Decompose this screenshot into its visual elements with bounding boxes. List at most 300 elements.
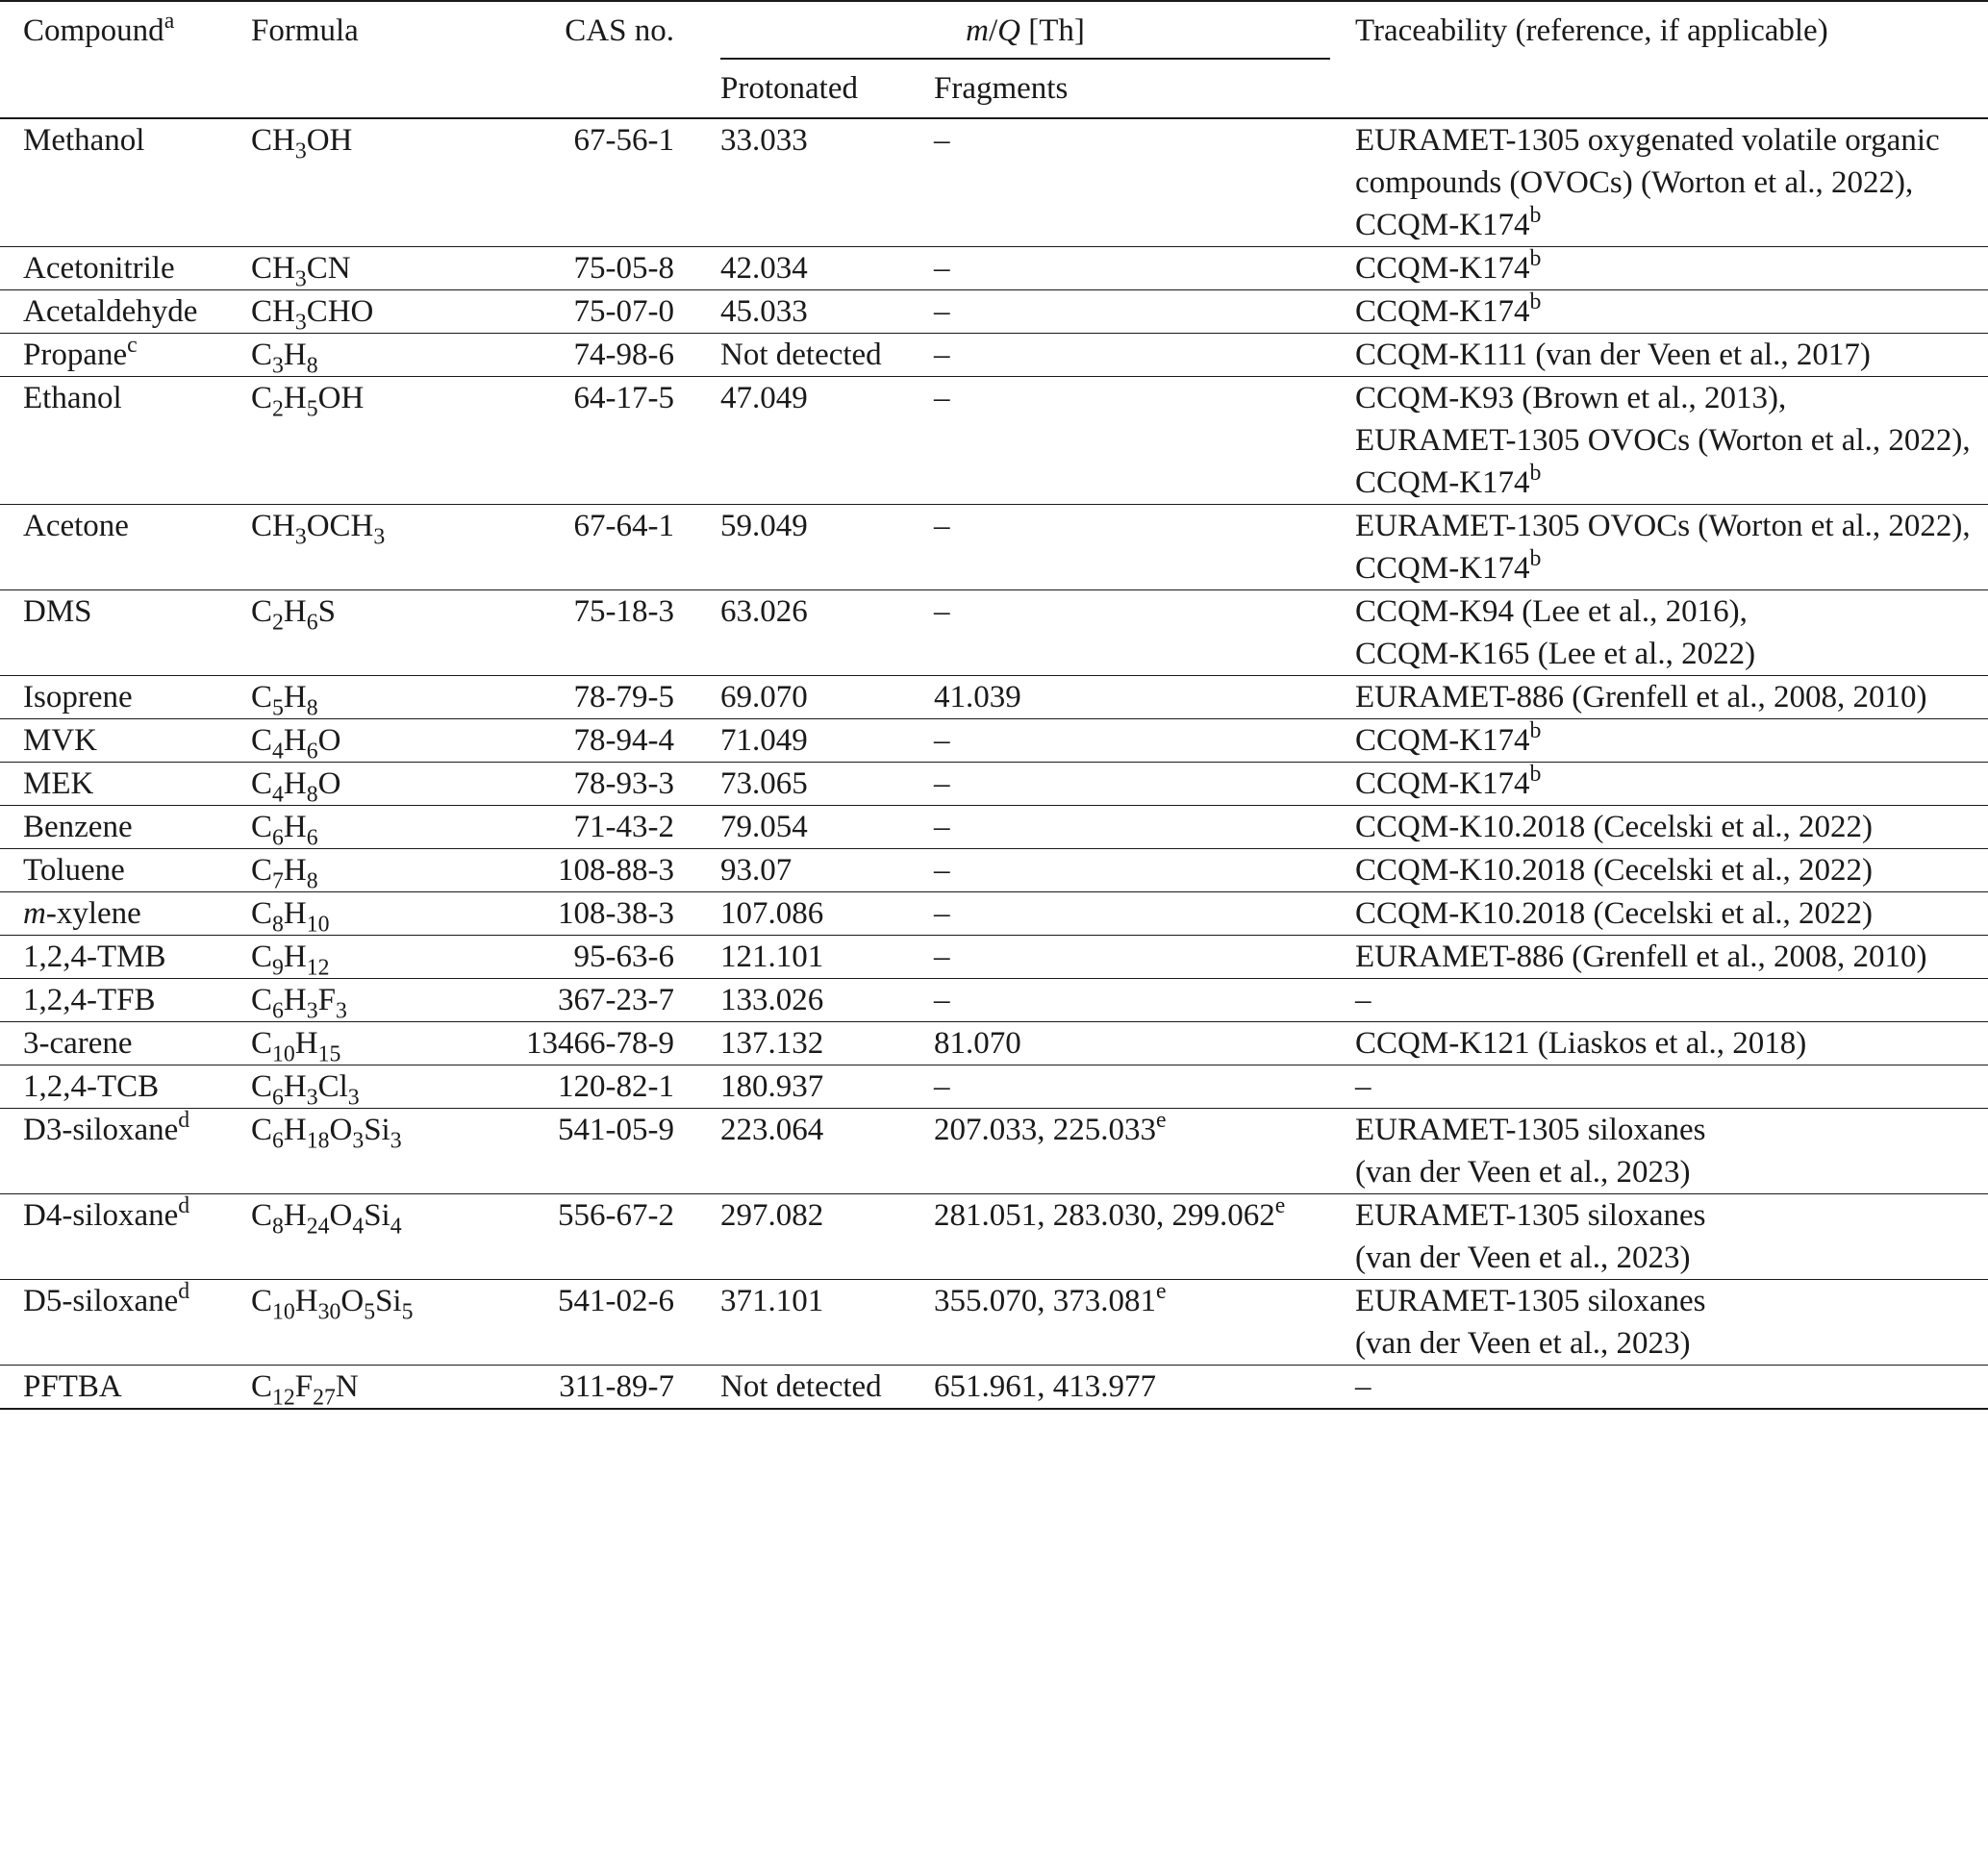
cell-protonated: 133.026 bbox=[720, 983, 824, 1017]
traceability-line bbox=[1355, 547, 1988, 589]
fragments-value: – bbox=[934, 381, 950, 415]
text-run: C bbox=[251, 680, 273, 714]
cell-protonated: 47.049 bbox=[720, 381, 808, 415]
cell-formula bbox=[251, 1194, 453, 1280]
traceability-line bbox=[1355, 462, 1988, 504]
subscript: 3 bbox=[347, 1085, 360, 1111]
cell-traceability bbox=[1353, 1065, 1988, 1109]
cell-traceability bbox=[1353, 1366, 1988, 1410]
cell-compound bbox=[0, 849, 251, 892]
subscript: 5 bbox=[401, 1299, 414, 1325]
table-row bbox=[0, 377, 1988, 505]
subscript: 5 bbox=[306, 396, 318, 422]
compound-name: MVK bbox=[23, 723, 98, 758]
table-row bbox=[0, 590, 1988, 676]
text-run: C bbox=[251, 338, 273, 372]
cell-compound bbox=[0, 1194, 251, 1280]
fragments-value: – bbox=[934, 853, 950, 888]
text-run: CH bbox=[251, 294, 295, 329]
compound-name: Acetone bbox=[23, 509, 129, 543]
subscript: 4 bbox=[272, 739, 284, 765]
text-run: H bbox=[283, 680, 307, 714]
cell-traceability bbox=[1353, 719, 1988, 763]
cell-protonated: Not detected bbox=[720, 338, 882, 372]
compound-name: 1,2,4-TFB bbox=[23, 983, 156, 1017]
cell-formula bbox=[251, 849, 453, 892]
cell-compound bbox=[0, 719, 251, 763]
cell-formula bbox=[251, 1109, 453, 1194]
cell-protonated: 137.132 bbox=[720, 1026, 824, 1061]
subscript: 3 bbox=[373, 524, 386, 550]
subscript: 3 bbox=[335, 998, 347, 1024]
text-run: CCQM-K174 bbox=[1355, 208, 1530, 242]
traceability-line bbox=[1355, 505, 1988, 547]
cell-traceability bbox=[1353, 118, 1988, 247]
cell-formula bbox=[251, 763, 453, 806]
subscript: 8 bbox=[306, 353, 318, 379]
cell-fragments bbox=[934, 1194, 1353, 1280]
text-run: H bbox=[283, 853, 307, 888]
cell-traceability bbox=[1353, 247, 1988, 290]
text-run: OCH bbox=[306, 509, 374, 543]
text-run: O bbox=[329, 1113, 353, 1147]
table-row bbox=[0, 676, 1988, 719]
subscript: 30 bbox=[317, 1299, 341, 1325]
traceability-line bbox=[1355, 162, 1988, 204]
cell-protonated: 107.086 bbox=[720, 896, 824, 931]
cell-fragments bbox=[934, 979, 1353, 1022]
subscript: 6 bbox=[306, 825, 318, 851]
subscript: 2 bbox=[272, 396, 284, 422]
compound-name: Isoprene bbox=[23, 680, 133, 714]
traceability-line bbox=[1355, 1022, 1988, 1065]
table-row bbox=[0, 806, 1988, 849]
cell-formula bbox=[251, 334, 453, 377]
text-run: CCQM-K111 (van der Veen et al., 2017) bbox=[1355, 338, 1871, 372]
text-run: S bbox=[317, 594, 336, 629]
cell-formula bbox=[251, 290, 453, 334]
table-row bbox=[0, 892, 1988, 936]
cell-compound bbox=[0, 1065, 251, 1109]
cell-compound bbox=[0, 763, 251, 806]
cell-cas: 64-17-5 bbox=[573, 381, 674, 415]
footnote-marker: e bbox=[1274, 1192, 1286, 1218]
text-run: H bbox=[283, 381, 307, 415]
table-body bbox=[0, 118, 1988, 1409]
traceability-line bbox=[1355, 590, 1988, 633]
cell-fragments bbox=[934, 892, 1353, 936]
compound-name: -xylene bbox=[45, 896, 141, 931]
fragments-value: 41.039 bbox=[934, 680, 1021, 714]
cell-cas: 367-23-7 bbox=[558, 983, 674, 1017]
cell-formula bbox=[251, 377, 453, 505]
cell-fragments bbox=[934, 377, 1353, 505]
traceability-line bbox=[1355, 1065, 1988, 1108]
fragments-value: – bbox=[934, 251, 950, 286]
cell-protonated: 371.101 bbox=[720, 1284, 824, 1318]
cell-compound bbox=[0, 505, 251, 590]
text-run: OH bbox=[317, 381, 365, 415]
subscript: 8 bbox=[272, 912, 284, 938]
cell-protonated: 42.034 bbox=[720, 251, 808, 286]
cell-compound bbox=[0, 377, 251, 505]
cell-compound bbox=[0, 118, 251, 247]
traceability-line bbox=[1355, 1237, 1988, 1279]
cell-protonated: 71.049 bbox=[720, 723, 808, 758]
subscript: 6 bbox=[306, 610, 318, 636]
header-cas: CAS no. bbox=[565, 13, 674, 48]
cell-fragments bbox=[934, 1065, 1353, 1109]
footnote-marker: c bbox=[127, 332, 138, 358]
compound-name: D3-siloxane bbox=[23, 1113, 179, 1147]
text-run: C bbox=[251, 723, 273, 758]
cell-cas: 95-63-6 bbox=[573, 940, 674, 974]
cell-cas: 75-05-8 bbox=[573, 251, 674, 286]
text-run: C bbox=[251, 983, 273, 1017]
traceability-line bbox=[1355, 247, 1988, 289]
subscript: 6 bbox=[306, 739, 318, 765]
cell-traceability bbox=[1353, 676, 1988, 719]
compound-name: 1,2,4-TCB bbox=[23, 1069, 160, 1104]
text-run: – bbox=[1355, 983, 1371, 1017]
text-run: H bbox=[283, 723, 307, 758]
text-run: CCQM-K174 bbox=[1355, 723, 1530, 758]
text-run: EURAMET-886 (Grenfell et al., 2008, 2010) bbox=[1355, 680, 1927, 714]
subscript: 12 bbox=[272, 1385, 295, 1411]
fragments-value: – bbox=[934, 123, 950, 158]
compound-name: DMS bbox=[23, 594, 92, 629]
table-row bbox=[0, 979, 1988, 1022]
table-header bbox=[0, 1, 1988, 118]
text-run: EURAMET-1305 OVOCs (Worton et al., 2022), bbox=[1355, 423, 1971, 458]
cell-protonated: 93.07 bbox=[720, 853, 793, 888]
traceability-line bbox=[1355, 763, 1988, 805]
cell-cas: 78-79-5 bbox=[573, 680, 674, 714]
text-run: O bbox=[329, 1198, 353, 1233]
text-run: CCQM-K93 (Brown et al., 2013), bbox=[1355, 381, 1787, 415]
fragments-value: – bbox=[934, 896, 950, 931]
traceability-line bbox=[1355, 979, 1988, 1021]
traceability-line bbox=[1355, 849, 1988, 891]
text-run: EURAMET-1305 OVOCs (Worton et al., 2022), bbox=[1355, 509, 1971, 543]
fragments-value: 355.070, 373.081 bbox=[934, 1284, 1156, 1318]
cell-traceability bbox=[1353, 1109, 1988, 1194]
text-run: F bbox=[294, 1369, 314, 1404]
subscript: 3 bbox=[294, 266, 307, 292]
compound-name: Acetonitrile bbox=[23, 251, 175, 286]
cell-cas: 311-89-7 bbox=[559, 1369, 674, 1404]
cell-protonated: 79.054 bbox=[720, 810, 808, 844]
table-row bbox=[0, 719, 1988, 763]
text-run: O bbox=[317, 766, 341, 801]
footnote-marker: e bbox=[1156, 1107, 1167, 1133]
text-run: CCQM-K174 bbox=[1355, 551, 1530, 586]
subscript: 10 bbox=[272, 1299, 295, 1325]
subscript: 27 bbox=[313, 1385, 336, 1411]
table-row bbox=[0, 1194, 1988, 1280]
subscript: 10 bbox=[272, 1041, 295, 1067]
table-row bbox=[0, 1366, 1988, 1410]
footnote-marker: d bbox=[178, 1107, 190, 1133]
text-run: H bbox=[283, 810, 307, 844]
compound-name: D4-siloxane bbox=[23, 1198, 179, 1233]
traceability-line bbox=[1355, 1280, 1988, 1322]
text-run: (van der Veen et al., 2023) bbox=[1355, 1241, 1691, 1275]
text-run: CCQM-K121 (Liaskos et al., 2018) bbox=[1355, 1026, 1807, 1061]
cell-protonated: 180.937 bbox=[720, 1069, 824, 1104]
text-run: H bbox=[294, 1026, 318, 1061]
text-run: CCQM-K94 (Lee et al., 2016), bbox=[1355, 594, 1748, 629]
text-run: OH bbox=[306, 123, 353, 158]
table-row bbox=[0, 936, 1988, 979]
compound-name: 3-carene bbox=[23, 1026, 133, 1061]
cell-traceability bbox=[1353, 849, 1988, 892]
text-run: H bbox=[283, 1069, 307, 1104]
subscript: 6 bbox=[272, 1085, 284, 1111]
cell-cas: 556-67-2 bbox=[558, 1198, 674, 1233]
cell-fragments bbox=[934, 936, 1353, 979]
cell-formula bbox=[251, 505, 453, 590]
footnote-marker: e bbox=[1156, 1278, 1167, 1304]
cell-fragments bbox=[934, 590, 1353, 676]
text-run: H bbox=[283, 766, 307, 801]
text-run: O bbox=[340, 1284, 365, 1318]
cell-formula bbox=[251, 936, 453, 979]
cell-fragments bbox=[934, 1280, 1353, 1366]
compound-name: Toluene bbox=[23, 853, 125, 888]
traceability-line bbox=[1355, 1194, 1988, 1237]
cell-formula bbox=[251, 1366, 453, 1410]
subscript: 8 bbox=[272, 1214, 284, 1240]
cell-compound bbox=[0, 334, 251, 377]
traceability-line bbox=[1355, 1366, 1988, 1408]
cell-fragments bbox=[934, 676, 1353, 719]
text-run: CHO bbox=[306, 294, 374, 329]
text-run: (van der Veen et al., 2023) bbox=[1355, 1155, 1691, 1190]
table-row bbox=[0, 290, 1988, 334]
cell-protonated: Not detected bbox=[720, 1369, 882, 1404]
subscript: 4 bbox=[272, 782, 284, 808]
text-run: compounds (OVOCs) (Worton et al., 2022), bbox=[1355, 165, 1914, 200]
cell-compound bbox=[0, 1280, 251, 1366]
fragments-value: – bbox=[934, 723, 950, 758]
text-run: N bbox=[335, 1369, 359, 1404]
subscript: 3 bbox=[294, 524, 307, 550]
cell-compound bbox=[0, 892, 251, 936]
traceability-line bbox=[1355, 719, 1988, 762]
header-row-1 bbox=[0, 1, 1988, 60]
cell-compound bbox=[0, 247, 251, 290]
cell-formula bbox=[251, 892, 453, 936]
superscript: b bbox=[1529, 288, 1542, 314]
traceability-line bbox=[1355, 1322, 1988, 1365]
cell-cas: 71-43-2 bbox=[573, 810, 674, 844]
header-mq: m/Q [Th] bbox=[697, 1, 1353, 60]
text-run: C bbox=[251, 940, 273, 974]
text-run: Cl bbox=[317, 1069, 348, 1104]
table-row bbox=[0, 247, 1988, 290]
text-run: EURAMET-1305 siloxanes bbox=[1355, 1198, 1706, 1233]
table-row bbox=[0, 849, 1988, 892]
cell-cas: 67-64-1 bbox=[573, 509, 674, 543]
text-run: C bbox=[251, 1069, 273, 1104]
subscript: 2 bbox=[272, 610, 284, 636]
text-run: H bbox=[283, 896, 307, 931]
subscript: 9 bbox=[272, 955, 284, 981]
fragments-value: – bbox=[934, 594, 950, 629]
cell-fragments bbox=[934, 849, 1353, 892]
cell-formula bbox=[251, 1022, 453, 1065]
compound-name: MEK bbox=[23, 766, 94, 801]
text-run: H bbox=[283, 983, 307, 1017]
subscript: 3 bbox=[272, 353, 284, 379]
table-row bbox=[0, 118, 1988, 247]
subscript: 6 bbox=[272, 998, 284, 1024]
subscript: 3 bbox=[306, 1085, 318, 1111]
traceability-line bbox=[1355, 377, 1988, 419]
cell-traceability bbox=[1353, 590, 1988, 676]
subscript: 8 bbox=[306, 695, 318, 721]
compound-name: PFTBA bbox=[23, 1369, 122, 1404]
traceability-line bbox=[1355, 204, 1988, 246]
compound-name: Propane bbox=[23, 338, 128, 372]
text-run: C bbox=[251, 381, 273, 415]
cell-cas: 74-98-6 bbox=[573, 338, 674, 372]
text-run: C bbox=[251, 1113, 273, 1147]
cell-cas: 13466-78-9 bbox=[526, 1026, 674, 1061]
compound-name: Methanol bbox=[23, 123, 145, 158]
text-run: H bbox=[294, 1284, 318, 1318]
cell-protonated: 121.101 bbox=[720, 940, 824, 974]
cell-traceability bbox=[1353, 1022, 1988, 1065]
subscript: 15 bbox=[317, 1041, 341, 1067]
text-run: CCQM-K10.2018 (Cecelski et al., 2022) bbox=[1355, 896, 1874, 931]
subscript: 3 bbox=[352, 1128, 365, 1154]
subscript: 7 bbox=[272, 868, 284, 894]
cell-cas: 75-18-3 bbox=[573, 594, 674, 629]
text-run: CCQM-K174 bbox=[1355, 766, 1530, 801]
text-run: C bbox=[251, 810, 273, 844]
cell-traceability bbox=[1353, 892, 1988, 936]
cell-formula bbox=[251, 806, 453, 849]
cell-fragments bbox=[934, 247, 1353, 290]
fragments-value: – bbox=[934, 1069, 950, 1104]
subscript: 24 bbox=[306, 1214, 330, 1240]
italic-prefix: m bbox=[23, 896, 46, 931]
cell-formula bbox=[251, 979, 453, 1022]
compound-name: Benzene bbox=[23, 810, 133, 844]
cell-fragments bbox=[934, 505, 1353, 590]
text-run: EURAMET-1305 siloxanes bbox=[1355, 1284, 1706, 1318]
cell-traceability bbox=[1353, 763, 1988, 806]
text-run: CCQM-K165 (Lee et al., 2022) bbox=[1355, 637, 1756, 671]
text-run: H bbox=[283, 1113, 307, 1147]
cell-cas: 120-82-1 bbox=[558, 1069, 674, 1104]
fragments-value: – bbox=[934, 338, 950, 372]
superscript: b bbox=[1529, 761, 1542, 787]
traceability-line bbox=[1355, 806, 1988, 848]
header-compound: Compound$^a$ bbox=[23, 8, 175, 48]
table-row bbox=[0, 1065, 1988, 1109]
text-run: C bbox=[251, 766, 273, 801]
cell-cas: 108-88-3 bbox=[558, 853, 674, 888]
fragments-value: – bbox=[934, 509, 950, 543]
traceability-line bbox=[1355, 936, 1988, 978]
text-run: C bbox=[251, 853, 273, 888]
cell-compound bbox=[0, 1366, 251, 1410]
text-run: EURAMET-1305 siloxanes bbox=[1355, 1113, 1706, 1147]
table-row bbox=[0, 1109, 1988, 1194]
text-run: C bbox=[251, 1369, 273, 1404]
cell-fragments bbox=[934, 290, 1353, 334]
fragments-value: 281.051, 283.030, 299.062 bbox=[934, 1198, 1275, 1233]
text-run: H bbox=[283, 940, 307, 974]
cell-compound bbox=[0, 1022, 251, 1065]
cell-formula bbox=[251, 676, 453, 719]
cell-fragments bbox=[934, 763, 1353, 806]
header-traceability: Traceability (reference, if applicable) bbox=[1355, 13, 1828, 48]
cell-traceability bbox=[1353, 505, 1988, 590]
cell-traceability bbox=[1353, 936, 1988, 979]
cell-compound bbox=[0, 1109, 251, 1194]
superscript: b bbox=[1529, 202, 1542, 228]
cell-formula bbox=[251, 118, 453, 247]
superscript: b bbox=[1529, 545, 1542, 571]
text-run: H bbox=[283, 594, 307, 629]
cell-cas: 541-05-9 bbox=[558, 1113, 674, 1147]
subscript: 6 bbox=[272, 825, 284, 851]
text-run: – bbox=[1355, 1069, 1371, 1104]
subscript: 6 bbox=[272, 1128, 284, 1154]
text-run: CCQM-K10.2018 (Cecelski et al., 2022) bbox=[1355, 810, 1874, 844]
cell-compound bbox=[0, 806, 251, 849]
traceability-line bbox=[1355, 334, 1988, 376]
fragments-value: – bbox=[934, 810, 950, 844]
footnote-marker: d bbox=[178, 1192, 190, 1218]
text-run: H bbox=[283, 1198, 307, 1233]
fragments-value: – bbox=[934, 983, 950, 1017]
traceability-line bbox=[1355, 892, 1988, 935]
fragments-value: – bbox=[934, 766, 950, 801]
subscript: 10 bbox=[306, 912, 330, 938]
cell-fragments bbox=[934, 1109, 1353, 1194]
table-row bbox=[0, 334, 1988, 377]
table-row bbox=[0, 1022, 1988, 1065]
cell-traceability bbox=[1353, 334, 1988, 377]
traceability-line bbox=[1355, 1151, 1988, 1193]
cell-cas: 78-93-3 bbox=[573, 766, 674, 801]
subscript: 3 bbox=[294, 138, 307, 164]
cell-protonated: 45.033 bbox=[720, 294, 808, 329]
cell-traceability bbox=[1353, 979, 1988, 1022]
cell-formula bbox=[251, 1280, 453, 1366]
fragments-value: 651.961, 413.977 bbox=[934, 1369, 1156, 1404]
text-run: Si bbox=[364, 1113, 390, 1147]
subscript: 8 bbox=[306, 868, 318, 894]
superscript: b bbox=[1529, 460, 1542, 486]
table-row bbox=[0, 505, 1988, 590]
subscript: 3 bbox=[294, 310, 307, 336]
footnote-marker: d bbox=[178, 1278, 190, 1304]
cell-fragments bbox=[934, 118, 1353, 247]
subscript: 3 bbox=[390, 1128, 402, 1154]
text-run: H bbox=[283, 338, 307, 372]
text-run: C bbox=[251, 896, 273, 931]
subscript: 4 bbox=[352, 1214, 365, 1240]
text-run: CH bbox=[251, 251, 295, 286]
header-protonated: Protonated bbox=[720, 71, 858, 106]
cell-compound bbox=[0, 290, 251, 334]
